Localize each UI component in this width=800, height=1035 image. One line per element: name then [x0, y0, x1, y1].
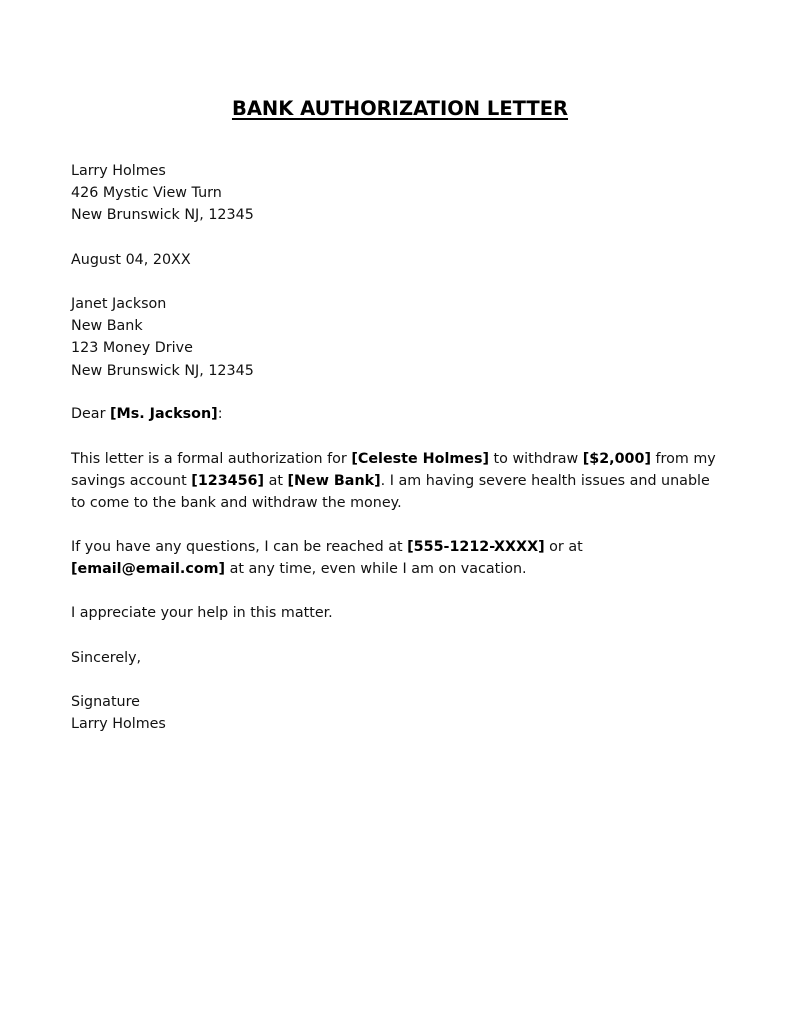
paragraph-text: to withdraw [489, 451, 583, 467]
phone-number: [555-1212-XXXX] [407, 539, 545, 555]
signature-block [71, 691, 731, 735]
body-paragraph-thanks [71, 602, 731, 624]
letter-title: BANK AUTHORIZATION LETTER [231, 97, 569, 120]
paragraph-line: I appreciate your help in this matter. [71, 605, 333, 621]
salutation-prefix: Dear [71, 406, 110, 422]
salutation-line [71, 403, 731, 425]
sender-city: New Brunswick NJ, 12345 [71, 207, 254, 224]
sender-name: Larry Holmes [71, 163, 166, 179]
paragraph-text: . I am having severe health issues and unable [380, 473, 710, 490]
sender-address [71, 160, 731, 227]
withdraw-amount: [$2,000] [582, 451, 651, 467]
recipient-name: Janet Jackson [71, 296, 167, 312]
paragraph-text: at [264, 473, 288, 490]
paragraph-text: at any time, even while I am on vacation. [225, 561, 527, 578]
recipient-city: New Brunswick NJ, 12345 [71, 362, 254, 379]
authorized-person: [Celeste Holmes] [351, 451, 489, 467]
closing [71, 647, 731, 669]
paragraph-line [71, 536, 731, 558]
body-paragraph-contact [71, 536, 731, 580]
paragraph-text: If you have any questions, I can be reached at [71, 539, 408, 555]
recipient-bank: New Bank [71, 318, 143, 335]
body-paragraph-authorization [71, 448, 731, 515]
signature-label: Signature [71, 694, 140, 710]
paragraph-text: or at [544, 539, 583, 555]
salutation [71, 403, 731, 425]
paragraph-text: from my [650, 451, 716, 467]
paragraph-text: This letter is a formal authorization for [71, 451, 352, 467]
paragraph-line: to come to the bank and withdraw the money. [71, 495, 402, 512]
letter-date: August 04, 20XX [71, 252, 191, 268]
closing-line: Sincerely, [71, 650, 142, 666]
bank-name: [New Bank] [287, 473, 381, 490]
paragraph-line [71, 470, 731, 492]
paragraph-text: savings account [71, 473, 192, 490]
salutation-suffix: : [217, 406, 223, 422]
signer-name: Larry Holmes [71, 716, 166, 733]
account-number: [123456] [191, 473, 265, 490]
letter-date-block [71, 249, 731, 271]
paragraph-line [71, 448, 731, 470]
sender-street: 426 Mystic View Turn [71, 185, 222, 202]
salutation-name: [Ms. Jackson] [110, 406, 218, 422]
email-address: [email@email.com] [71, 561, 226, 578]
paragraph-line [71, 558, 731, 580]
recipient-street: 123 Money Drive [71, 340, 193, 357]
recipient-address [71, 293, 731, 382]
